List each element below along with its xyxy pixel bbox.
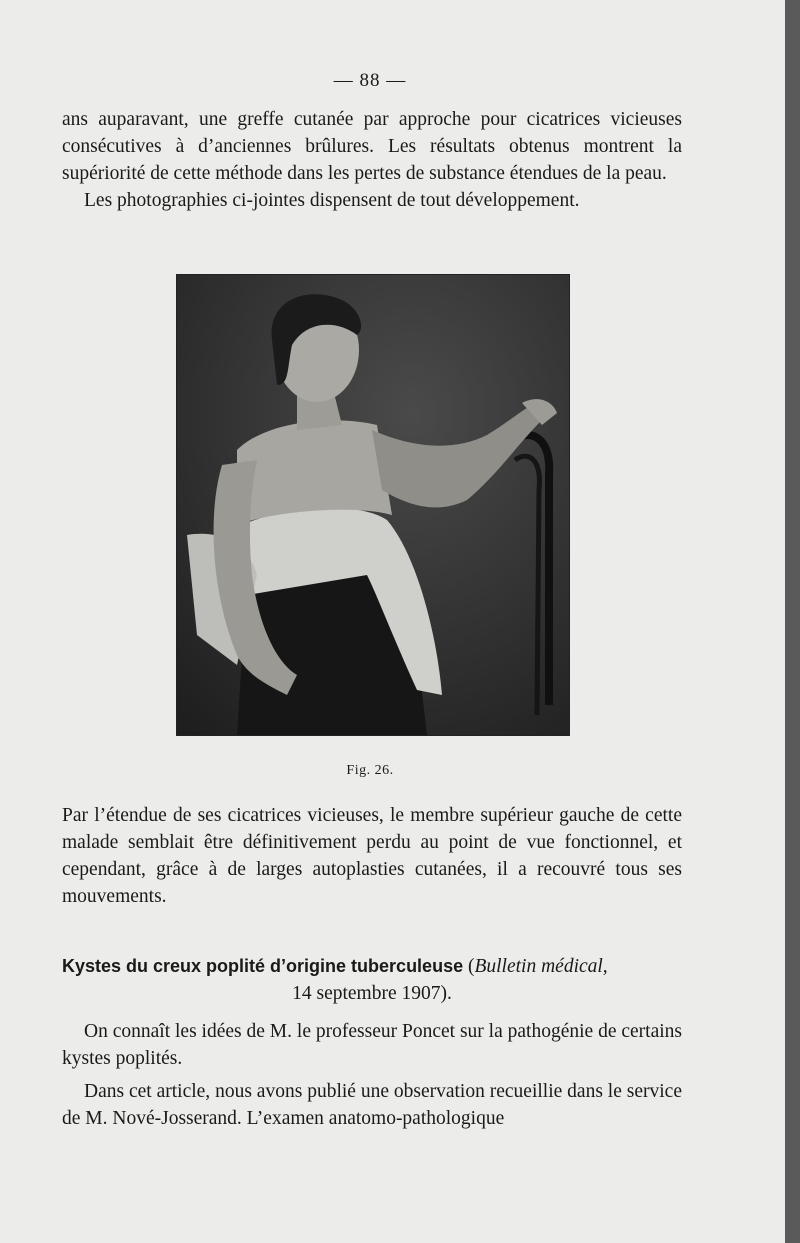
paragraph: Par l’étendue de ses cicatrices vicieuses, le membre supérieur gauche de cette malade semblait être définitivement perdu au point de vue fonctionnel, et cependant, grâce à de larges autoplasties cutanées, il a recouvré tous ses mouvements. <box>62 805 682 907</box>
paragraph: Les photographies ci-jointes dispensent de tout développement. <box>84 190 580 211</box>
paragraph: ans auparavant, une greffe cutanée par approche pour cicatrices vicieuses consécutives à d’anciennes brûlures. Les résultats obtenus montrent la supériorité de cette méthode dans les pertes de substance étendues de la peau. <box>62 109 682 184</box>
text-block-top <box>62 106 682 214</box>
heading-date: 14 septembre 1907). <box>292 983 452 1004</box>
photograph-illustration <box>177 275 569 735</box>
figure-photograph <box>176 274 570 736</box>
text-block-middle <box>62 802 682 910</box>
heading-source: Bulletin médical, <box>474 956 608 977</box>
heading-source-open: ( <box>463 956 475 977</box>
page-number: — 88 — <box>333 70 407 91</box>
paragraph: On connaît les idées de M. le professeur Poncet sur la pathogénie de certains kystes poplités. <box>62 1021 682 1069</box>
heading-line <box>62 953 682 980</box>
section-heading <box>62 953 682 1007</box>
text-block-bottom <box>62 1018 682 1132</box>
heading-title: Kystes du creux poplité d’origine tuberculeuse <box>62 956 464 976</box>
figure-caption: Fig. 26. <box>346 763 394 778</box>
paragraph: Dans cet article, nous avons publié une observation recueillie dans le service de M. Nové-Josserand. L’examen anatomo-pathologique <box>62 1081 682 1129</box>
